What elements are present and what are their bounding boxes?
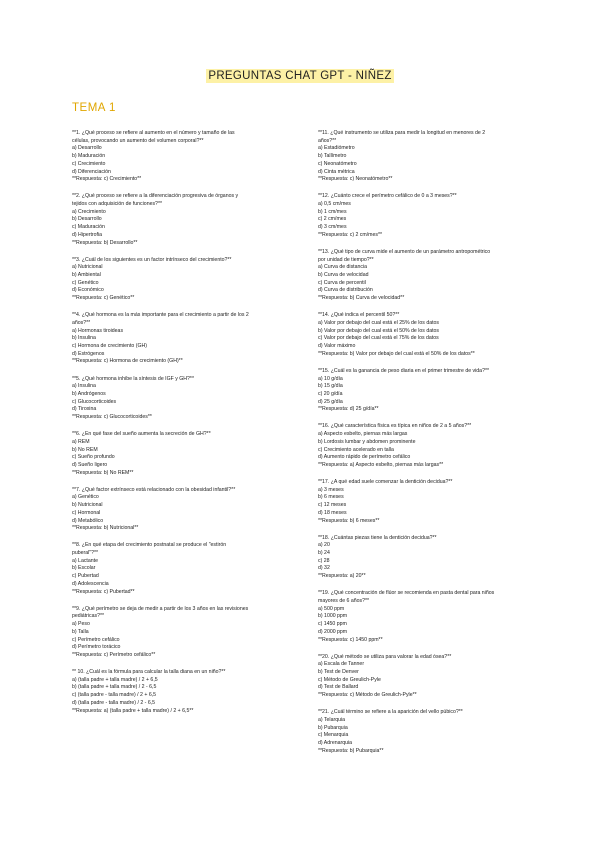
option-line: d) 25 g/día [318,398,343,405]
question-block [72,542,294,596]
question-block [318,130,540,184]
option-line: c) Perímetro cefálico [72,636,120,643]
answer-line: **Respuesta: d) 25 g/día** [318,406,379,413]
question-block [72,193,294,247]
answer-line: **Respuesta: c) 2 cm/mes** [318,231,383,238]
answer-line: **Respuesta: b) Curva de velocidad** [318,295,405,302]
answer-line: **Respuesta: a) 20** [318,573,366,580]
option-line: b) Curva de velocidad [318,272,369,279]
option-line: b) No REM [72,446,98,453]
option-line: c) Glucocorticoides [72,398,117,405]
option-line: b) Tallímetro [318,153,347,160]
option-line: c) 20 g/día [318,390,343,397]
answer-line: **Respuesta: c) Crecimiento** [72,176,142,183]
option-line: b) Nutricional [72,502,103,509]
option-line: d) Metabólico [72,517,104,524]
question-text: tejidos con adquisición de funciones?** [72,201,162,208]
option-line: a) Aspecto esbelto, piernas más largas [318,431,408,438]
question-text: pediátricas?** [72,613,105,620]
option-line: c) Curva de percentil [318,279,366,286]
question-block [72,431,294,477]
option-line: c) Crecimiento acelerado en talla [318,446,394,453]
option-line: a) Valor por debajo del cual está el 25% de los datos [318,319,440,326]
option-line: b) 24 [318,550,330,557]
question-text: **20. ¿Qué método se utiliza para valorar la edad ósea?** [318,653,452,660]
option-line: b) Maduración [72,153,106,160]
option-line: b) (talla padre + talla madre) / 2 - 6,5 [72,684,157,691]
option-line: b) Andrógenos [72,390,106,397]
answer-line: **Respuesta: b) No REM** [72,469,134,476]
question-block [72,669,294,715]
option-line: c) Valor por debajo del cual está el 75% de los datos [318,335,439,342]
answer-line: **Respuesta: c) Neonatómetro** [318,176,393,183]
option-line: c) Crecimiento [72,160,106,167]
option-line: a) 0,5 cm/mes [318,201,351,208]
answer-line: **Respuesta: c) Método de Greulich-Pyle** [318,692,417,699]
option-line: a) Telarquia [318,716,346,723]
question-text: **19. ¿Qué concentración de flúor se recomienda en pasta dental para niños [318,590,495,597]
option-line: a) Desarrollo [72,145,102,152]
option-line: d) 18 meses [318,509,347,516]
question-block [318,249,540,303]
option-line: b) 1 cm/mes [318,208,347,215]
answer-line: **Respuesta: b) Nutricional** [72,525,139,532]
question-block [318,479,540,525]
option-line: a) Peso [72,621,90,628]
answer-line: **Respuesta: c) Pubertad** [72,588,135,595]
question-block [72,257,294,303]
option-line: d) Aumento rápido de perímetro cefálico [318,454,411,461]
question-text: **7. ¿Qué factor extrínseco está relacionado con la obesidad infantil?** [72,486,236,493]
question-text: **16. ¿Qué característica física es típica en niños de 2 a 5 años?** [318,423,472,430]
option-line: a) Nutricional [72,264,103,271]
option-line: a) Estadiómetro [318,145,355,152]
question-text: por unidad de tiempo?** [318,256,374,263]
answer-line: **Respuesta: b) Desarrollo** [72,239,138,246]
question-text: **18. ¿Cuántas piezas tiene la dentición decidua?** [318,534,437,541]
option-line: a) 10 g/día [318,375,343,382]
question-block [318,193,540,239]
section-title: TEMA 1 [72,102,116,114]
question-block [318,535,540,581]
question-text: puberal"?** [72,550,99,557]
question-text: **5. ¿Qué hormona inhibe la síntesis de IGF y GH?** [72,375,194,382]
option-line: d) Cinta métrica [318,168,355,175]
option-line: d) Valor máximo [318,343,356,350]
answer-line: **Respuesta: c) Hormona de crecimiento (GH)** [72,358,183,365]
question-text: **14. ¿Qué indica el percentil 50?** [318,312,400,319]
option-line: a) Curva de distancia [318,264,368,271]
question-text: **13. ¿Qué tipo de curva mide el aumento de un parámetro antropométrico [318,248,491,255]
option-line: a) 3 meses [318,486,344,493]
option-line: c) Menarquia [318,732,349,739]
option-line: b) 6 meses [318,494,344,501]
option-line: d) 2000 ppm [318,628,348,635]
answer-line: **Respuesta: a) Aspecto esbelto, piernas más largas** [318,461,444,468]
question-text: **6. ¿En qué fase del sueño aumenta la secreción de GH?** [72,431,211,438]
option-line: c) Pubertad [72,573,99,580]
question-text: ** 10. ¿Cuál es la fórmula para calcular la talla diana en un niño?** [72,669,226,675]
question-text: **21. ¿Cuál término se refiere a la aparición del vello púbico?** [318,709,463,716]
option-line: a) 500 ppm [318,605,345,612]
option-line: c) Neonatómetro [318,160,357,167]
question-text: mayores de 6 años?** [318,597,370,604]
question-text: **3. ¿Cuál de los siguientes es un factor intrínseco del crecimiento?** [72,256,232,263]
option-line: d) Diferenciación [72,168,111,175]
option-line: d) (talla padre - talla madre) / 2 - 6,5 [72,699,156,706]
question-block [318,312,540,358]
question-text: **1. ¿Qué proceso se refiere al aumento en el número y tamaño de las [72,130,235,136]
document-title: PREGUNTAS CHAT GPT - NIÑEZ [208,70,392,82]
option-line: a) Hormonas tiroideas [72,327,124,334]
option-line: d) Hipertrofia [72,231,102,238]
option-line: c) Hormona de crecimiento (GH) [72,343,147,350]
answer-line: **Respuesta: c) Genético** [72,295,135,302]
option-line: c) Genético [72,279,99,286]
option-line: a) Lactante [72,557,98,564]
option-line: d) Perímetro torácico [72,644,121,651]
option-line: b) Lordosis lumbar y abdomen prominente [318,438,416,445]
answer-line: **Respuesta: b) Valor por debajo del cual está el 50% de los datos** [318,350,475,357]
question-block [318,368,540,414]
option-line: d) Adolescencia [72,580,109,587]
answer-line: **Respuesta: a) (talla padre + talla madre) / 2 + 6,5** [72,707,194,714]
option-line: b) Escolar [72,565,96,572]
option-line: d) Tiroxina [72,406,97,413]
option-line: c) 1450 ppm [318,621,347,628]
option-line: c) Maduración [72,224,105,231]
question-text: **15. ¿Cuál es la ganancia de peso diaria en el primer trimestre de vida?** [318,367,489,374]
question-text: **4. ¿Qué hormona es la más importante para el crecimiento a partir de los 2 [72,312,249,319]
question-block [72,312,294,366]
question-text: células, provocando un aumento del volumen corporal?** [72,137,204,144]
option-line: b) Insulina [72,335,96,342]
question-block [72,487,294,533]
option-line: c) Método de Greulich-Pyle [318,676,381,683]
answer-line: **Respuesta: b) 6 meses** [318,517,380,524]
option-line: d) Sueño ligero [72,461,108,468]
option-line: b) Pubarquia [318,724,348,731]
questions-right-column [318,130,540,765]
option-line: c) Hormonal [72,509,101,516]
option-line: b) Valor por debajo del cual está el 50% de los datos [318,327,440,334]
option-line: b) Talla [72,628,89,635]
question-block [72,606,294,660]
question-text: **8. ¿En qué etapa del crecimiento postnatal se produce el "estirón [72,542,227,549]
option-line: c) Sueño profundo [72,454,115,461]
question-text: años?** [318,137,337,144]
option-line: d) Estrógenos [72,350,105,357]
option-line: a) Genético [72,494,99,501]
answer-line: **Respuesta: b) Pubarquia** [318,747,384,754]
option-line: a) REM [72,438,90,445]
question-text: **12. ¿Cuánto crece el perímetro cefálico de 0 a 3 meses?** [318,193,457,200]
option-line: d) Curva de distribución [318,287,373,294]
question-block [72,376,294,422]
option-line: b) 1000 ppm [318,613,348,620]
option-line: a) Crecimiento [72,208,106,215]
option-line: d) Económico [72,287,104,294]
option-line: b) Ambiental [72,272,101,279]
question-block [318,590,540,644]
question-block [318,654,540,700]
question-text: años?** [72,319,91,326]
option-line: a) Escala de Tanner [318,661,365,668]
option-line: c) (talla padre - talla madre) / 2 + 6,5 [72,692,157,699]
option-line: b) Test de Denver [318,669,359,675]
option-line: d) 32 [318,565,330,572]
option-line: c) 12 meses [318,502,347,509]
answer-line: **Respuesta: c) 1450 ppm** [318,636,383,643]
option-line: d) 3 cm/mes [318,224,347,231]
question-block [318,709,540,755]
option-line: b) Desarrollo [72,216,102,223]
option-line: a) Insulina [72,383,96,390]
question-block [72,130,294,184]
question-text: **9. ¿Qué perímetro se deja de medir a partir de los 3 años en las revisiones [72,605,249,612]
option-line: d) Test de Ballard [318,684,359,691]
questions-left-column [72,130,294,725]
option-line: d) Adrenarquia [318,740,353,747]
option-line: c) 2 cm/mes [318,216,347,223]
question-text: **11. ¿Qué instrumento se utiliza para medir la longitud en menores de 2 [318,130,486,136]
option-line: a) 20 [318,542,330,549]
question-text: **2. ¿Qué proceso se refiere a la diferenciación progresiva de órganos y [72,193,239,200]
answer-line: **Respuesta: c) Glucocorticoides** [72,414,152,421]
option-line: a) (talla padre + talla madre) / 2 + 6,5 [72,676,158,683]
option-line: b) 15 g/día [318,383,343,390]
answer-line: **Respuesta: c) Perímetro cefálico** [72,651,156,658]
question-text: **17. ¿A qué edad suele comenzar la dentición decidua?** [318,479,453,486]
option-line: c) 28 [318,557,330,564]
question-block [318,423,540,469]
